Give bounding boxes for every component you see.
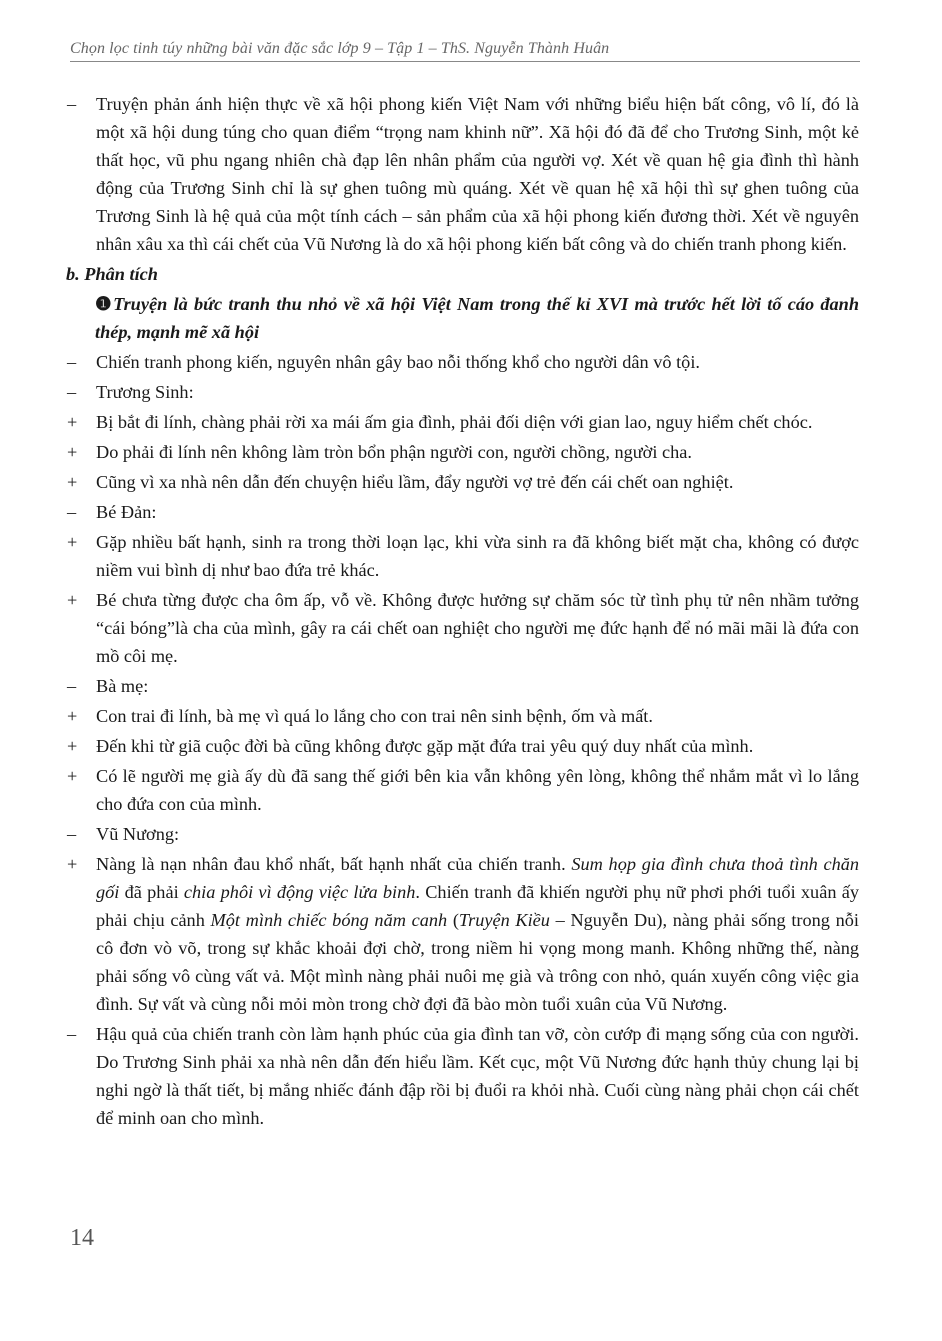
paragraph-text: Gặp nhiều bất hạnh, sinh ra trong thời loạn lạc, khi vừa sinh ra đã không biết mặt cha, không có được niềm vui bình dị như bao đứa trẻ khác.	[96, 532, 859, 580]
plus-bullet: +	[67, 472, 78, 492]
paragraph-text: Bé Đản:	[96, 502, 157, 522]
text-run: đã phải	[119, 882, 184, 902]
paragraph-text: Hậu quả của chiến tranh còn làm hạnh phúc của gia đình tan vỡ, còn cướp đi mạng sống của con người. Do Trương Sinh phải xa nhà nên dẫn đến hiểu lầm. Kết cục, một Vũ Nương đức hạnh thủy chung lại bị nghi ngờ là thất tiết, bị mắng nhiếc đánh đập rồi bị đuổi ra khỏi nhà. Cuối cùng nàng phải chọn cái chết để minh oan cho mình.	[96, 1024, 859, 1128]
point-number-icon: ❶	[95, 294, 114, 314]
dash-bullet: –	[67, 824, 77, 844]
paragraph	[66, 90, 859, 258]
section-heading: b. Phân tích	[66, 264, 158, 284]
paragraph-text: Chiến tranh phong kiến, nguyên nhân gây bao nỗi thống khổ cho người dân vô tội.	[96, 352, 700, 372]
paragraph	[66, 528, 859, 584]
text-run: . Chiến tranh đã khiến người phụ nữ phơi phới tuổi xuân ấy phải chịu cảnh	[96, 882, 859, 930]
paragraph	[66, 702, 859, 730]
italic-quote: Một mình chiếc bóng năm canh	[210, 910, 448, 930]
italic-quote: chia phôi vì động việc lửa binh	[183, 882, 416, 902]
dash-bullet: –	[67, 94, 77, 114]
page-number: 14	[70, 1225, 94, 1251]
dash-bullet: –	[67, 502, 77, 522]
paragraph-text: Đến khi từ giã cuộc đời bà cũng không được gặp mặt đứa trai yêu quý duy nhất của mình.	[96, 736, 754, 756]
paragraph-text: Bé chưa từng được cha ôm ấp, vỗ về. Không được hưởng sự chăm sóc từ tình phụ tử nên nhầm tưởng “cái bóng”là cha của mình, gây ra cái chết oan nghiệt cho người mẹ đức hạnh để nó mãi mãi là đứa con mồ côi mẹ.	[96, 590, 859, 666]
paragraph	[66, 586, 859, 670]
paragraph-text: Con trai đi lính, bà mẹ vì quá lo lắng cho con trai nên sinh bệnh, ốm và mất.	[96, 706, 653, 726]
text-run: (	[447, 910, 459, 930]
paragraph-text: Vũ Nương:	[96, 824, 180, 844]
point-heading-text: Truyện là bức tranh thu nhỏ về xã hội Việt Nam trong thế kỉ XVI mà trước hết lời tố cáo đanh thép, mạnh mẽ xã hội	[95, 294, 860, 342]
italic-title: Truyện Kiều	[458, 910, 550, 930]
paragraph-text: Có lẽ người mẹ già ấy dù đã sang thế giới bên kia vẫn không yên lòng, không thể nhắm mắt vì lo lắng cho đứa con của mình.	[96, 766, 859, 814]
paragraph	[66, 850, 859, 1018]
paragraph-text: Trương Sinh:	[96, 382, 194, 402]
paragraph-text: Bà mẹ:	[96, 676, 149, 696]
point-heading	[66, 290, 859, 346]
paragraph	[66, 672, 859, 700]
plus-bullet: +	[67, 736, 78, 756]
paragraph-text: Bị bắt đi lính, chàng phải rời xa mái ấm gia đình, phải đối diện với gian lao, nguy hiểm chết chóc.	[96, 412, 813, 432]
paragraph	[66, 348, 859, 376]
plus-bullet: +	[67, 412, 78, 432]
plus-bullet: +	[67, 590, 78, 610]
plus-bullet: +	[67, 766, 78, 786]
italic-quote: Sum họp gia đình chưa thoả tình chăn gối	[96, 854, 859, 902]
dash-bullet: –	[67, 352, 77, 372]
dash-bullet: –	[67, 382, 77, 402]
running-header: Chọn lọc tinh túy những bài văn đặc sắc lớp 9 – Tập 1 – ThS. Nguyễn Thành Huân	[70, 40, 860, 62]
paragraph	[66, 468, 859, 496]
paragraph	[66, 762, 859, 818]
text-run: – Nguyễn Du), nàng phải sống trong nỗi cô đơn vò võ, trong sự khắc khoải đợi chờ, trong niềm hi vọng mong manh. Không những thế, nàng phải sống vô cùng vất vả. Một mình nàng phải nuôi mẹ già và trông con nhỏ, quán xuyến công việc gia đình. Sự vất và cùng nỗi mỏi mòn trong chờ đợi đã bào mòn tuổi xuân của Vũ Nương.	[96, 910, 859, 1014]
plus-bullet: +	[67, 442, 78, 462]
paragraph	[66, 378, 859, 406]
paragraph	[66, 438, 859, 466]
plus-bullet: +	[67, 854, 78, 874]
paragraph-text	[96, 850, 859, 1018]
paragraph	[66, 498, 859, 526]
paragraph	[66, 1020, 859, 1132]
paragraph	[66, 408, 859, 436]
dash-bullet: –	[67, 1024, 77, 1044]
paragraph-text: Cũng vì xa nhà nên dẫn đến chuyện hiểu lầm, đẩy người vợ trẻ đến cái chết oan nghiệt.	[96, 472, 734, 492]
paragraph	[66, 732, 859, 760]
plus-bullet: +	[67, 532, 78, 552]
paragraph-text: Truyện phản ánh hiện thực về xã hội phong kiến Việt Nam với những biểu hiện bất công, vô lí, đó là một xã hội dung túng cho quan điểm “trọng nam khinh nữ”. Xã hội đó đã để cho Trương Sinh, một kẻ thất học, vũ phu ngang nhiên chà đạp lên nhân phẩm của người vợ. Xét về quan hệ gia đình thì hành động của Trương Sinh chỉ là sự ghen tuông mù quáng. Xét về quan hệ xã hội thì sự ghen tuông của Trương Sinh là hệ quả của một tính cách – sản phẩm của xã hội phong kiến đương thời. Xét về nguyên nhân xâu xa thì cái chết của Vũ Nương là do xã hội phong kiến bất công và do chiến tranh phong kiến.	[96, 94, 859, 254]
paragraph	[66, 820, 859, 848]
page-body	[66, 90, 859, 1134]
dash-bullet: –	[67, 676, 77, 696]
plus-bullet: +	[67, 706, 78, 726]
paragraph-text: Do phải đi lính nên không làm tròn bổn phận người con, người chồng, người cha.	[96, 442, 692, 462]
text-run: Nàng là nạn nhân đau khổ nhất, bất hạnh nhất của chiến tranh.	[96, 854, 572, 874]
